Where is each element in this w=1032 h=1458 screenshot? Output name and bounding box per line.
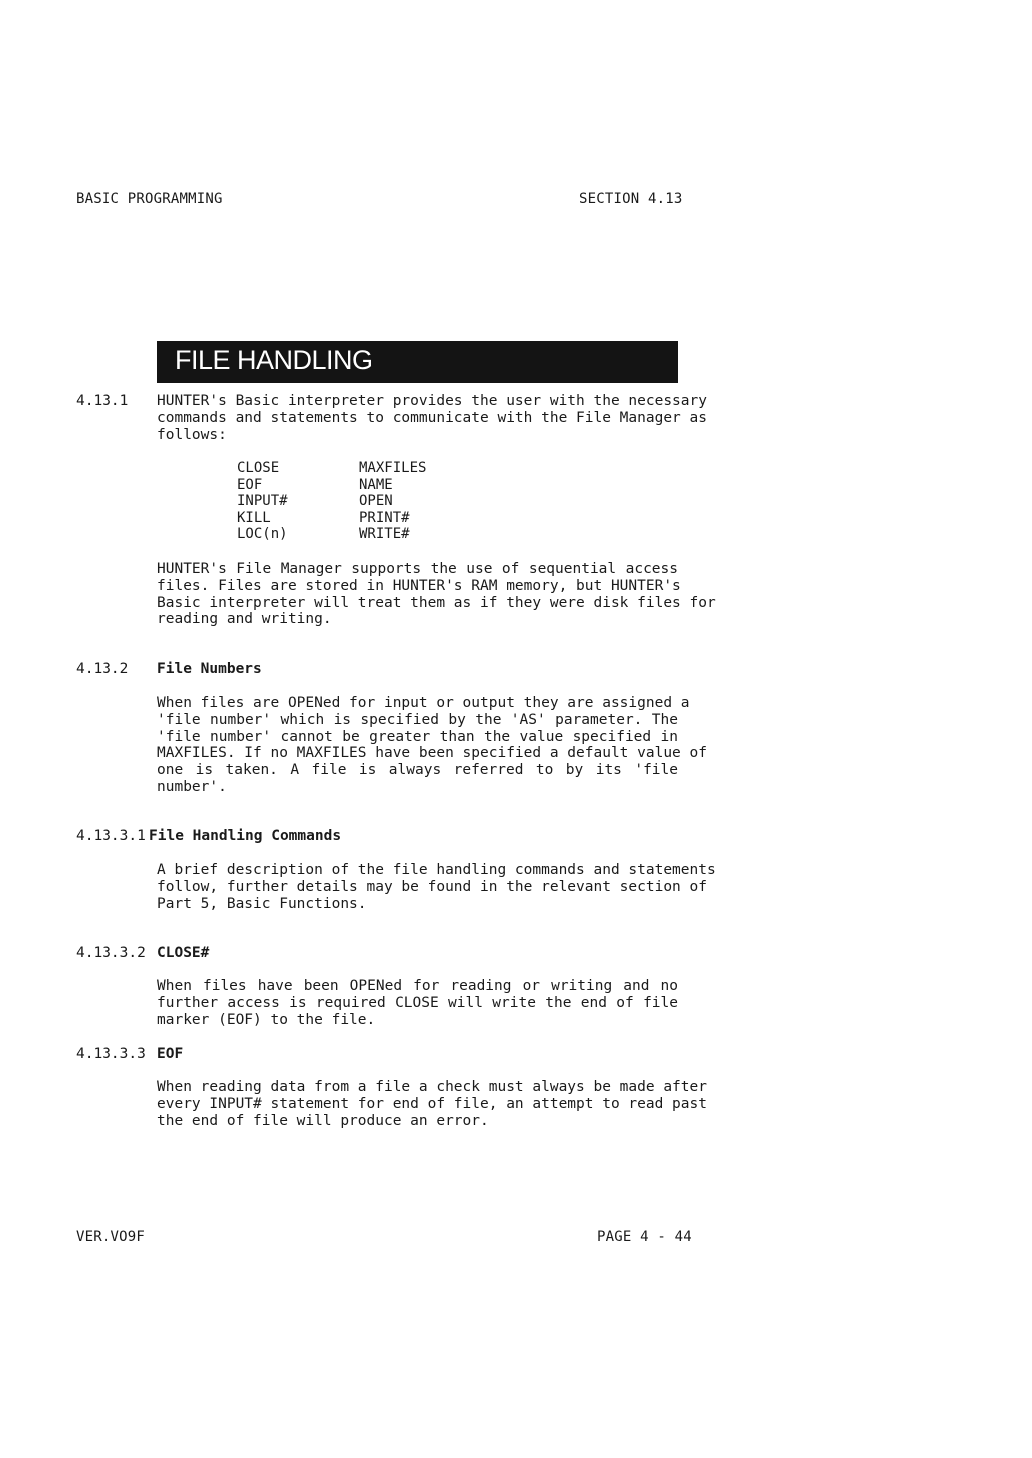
- text-line: files. Files are stored in HUNTER's RAM memory, but HUNTER's: [157, 577, 681, 594]
- text-line: When files are OPENed for input or output they are assigned a: [157, 695, 690, 711]
- command-item: CLOSE: [237, 460, 280, 476]
- text-line: one is taken. A file is always referred to by its 'file: [157, 762, 678, 779]
- banner-title: FILE HANDLING: [175, 345, 373, 375]
- section-number-4-13-1: 4.13.1: [76, 393, 129, 409]
- text-line: MAXFILES. If no MAXFILES have been specified a default value of: [157, 745, 707, 762]
- command-list-right: [359, 460, 426, 543]
- text-line: HUNTER's File Manager supports the use of sequential access: [157, 561, 678, 577]
- text-line: A brief description of the file handling commands and statements: [157, 862, 716, 878]
- command-item: MAXFILES: [359, 460, 427, 476]
- command-item: WRITE#: [359, 526, 410, 542]
- text-line: Part 5, Basic Functions.: [157, 895, 367, 912]
- header-left: BASIC PROGRAMMING: [76, 191, 223, 207]
- command-item: OPEN: [359, 493, 393, 509]
- heading-file-numbers: File Numbers: [157, 661, 262, 677]
- text-line: Basic interpreter will treat them as if they were disk files for: [157, 594, 716, 611]
- heading-close: CLOSE#: [157, 945, 210, 961]
- text-line: HUNTER's Basic interpreter provides the user with the necessary: [157, 393, 707, 409]
- text-line: further access is required CLOSE will write the end of file: [157, 994, 678, 1011]
- footer-version: VER.VO9F: [76, 1229, 146, 1245]
- eof-paragraph: [157, 1079, 707, 1129]
- header-right: SECTION 4.13: [579, 191, 683, 207]
- section-number-4-13-2: 4.13.2: [76, 661, 129, 677]
- text-line: When files have been OPENed for reading or writing and no: [157, 978, 678, 994]
- file-handling-commands-paragraph: [157, 862, 716, 912]
- command-item: PRINT#: [359, 509, 410, 526]
- text-line: every INPUT# statement for end of file, an attempt to read past: [157, 1095, 707, 1112]
- text-line: number'.: [157, 778, 227, 795]
- heading-file-handling-commands: File Handling Commands: [149, 828, 342, 844]
- text-line: follows:: [157, 426, 227, 443]
- text-line: the end of file will produce an error.: [157, 1112, 489, 1129]
- close-paragraph: [157, 978, 678, 1028]
- text-line: commands and statements to communicate with the File Manager as: [157, 409, 707, 426]
- section-number-4-13-3-3: 4.13.3.3: [76, 1046, 146, 1062]
- command-item: NAME: [359, 476, 393, 493]
- section-number-4-13-3-2: 4.13.3.2: [76, 945, 146, 961]
- heading-eof: EOF: [157, 1046, 184, 1062]
- file-manager-paragraph: [157, 561, 716, 628]
- intro-paragraph: [157, 393, 707, 443]
- section-banner: [157, 341, 678, 383]
- text-line: 'file number' which is specified by the 'AS' parameter. The: [157, 711, 678, 728]
- command-list-left: [237, 460, 288, 543]
- text-line: follow, further details may be found in the relevant section of: [157, 878, 707, 895]
- file-numbers-paragraph: [157, 695, 707, 796]
- text-line: 'file number' cannot be greater than the value specified in: [157, 728, 678, 745]
- footer-page-number: PAGE 4 - 44: [597, 1229, 692, 1245]
- text-line: When reading data from a file a check must always be made after: [157, 1079, 707, 1095]
- section-number-4-13-3-1: 4.13.3.1: [76, 828, 146, 844]
- command-item: LOC(n): [237, 526, 288, 542]
- command-item: EOF: [237, 476, 263, 493]
- text-line: marker (EOF) to the file.: [157, 1011, 376, 1028]
- text-line: reading and writing.: [157, 611, 332, 628]
- command-item: KILL: [237, 509, 271, 526]
- command-item: INPUT#: [237, 493, 288, 509]
